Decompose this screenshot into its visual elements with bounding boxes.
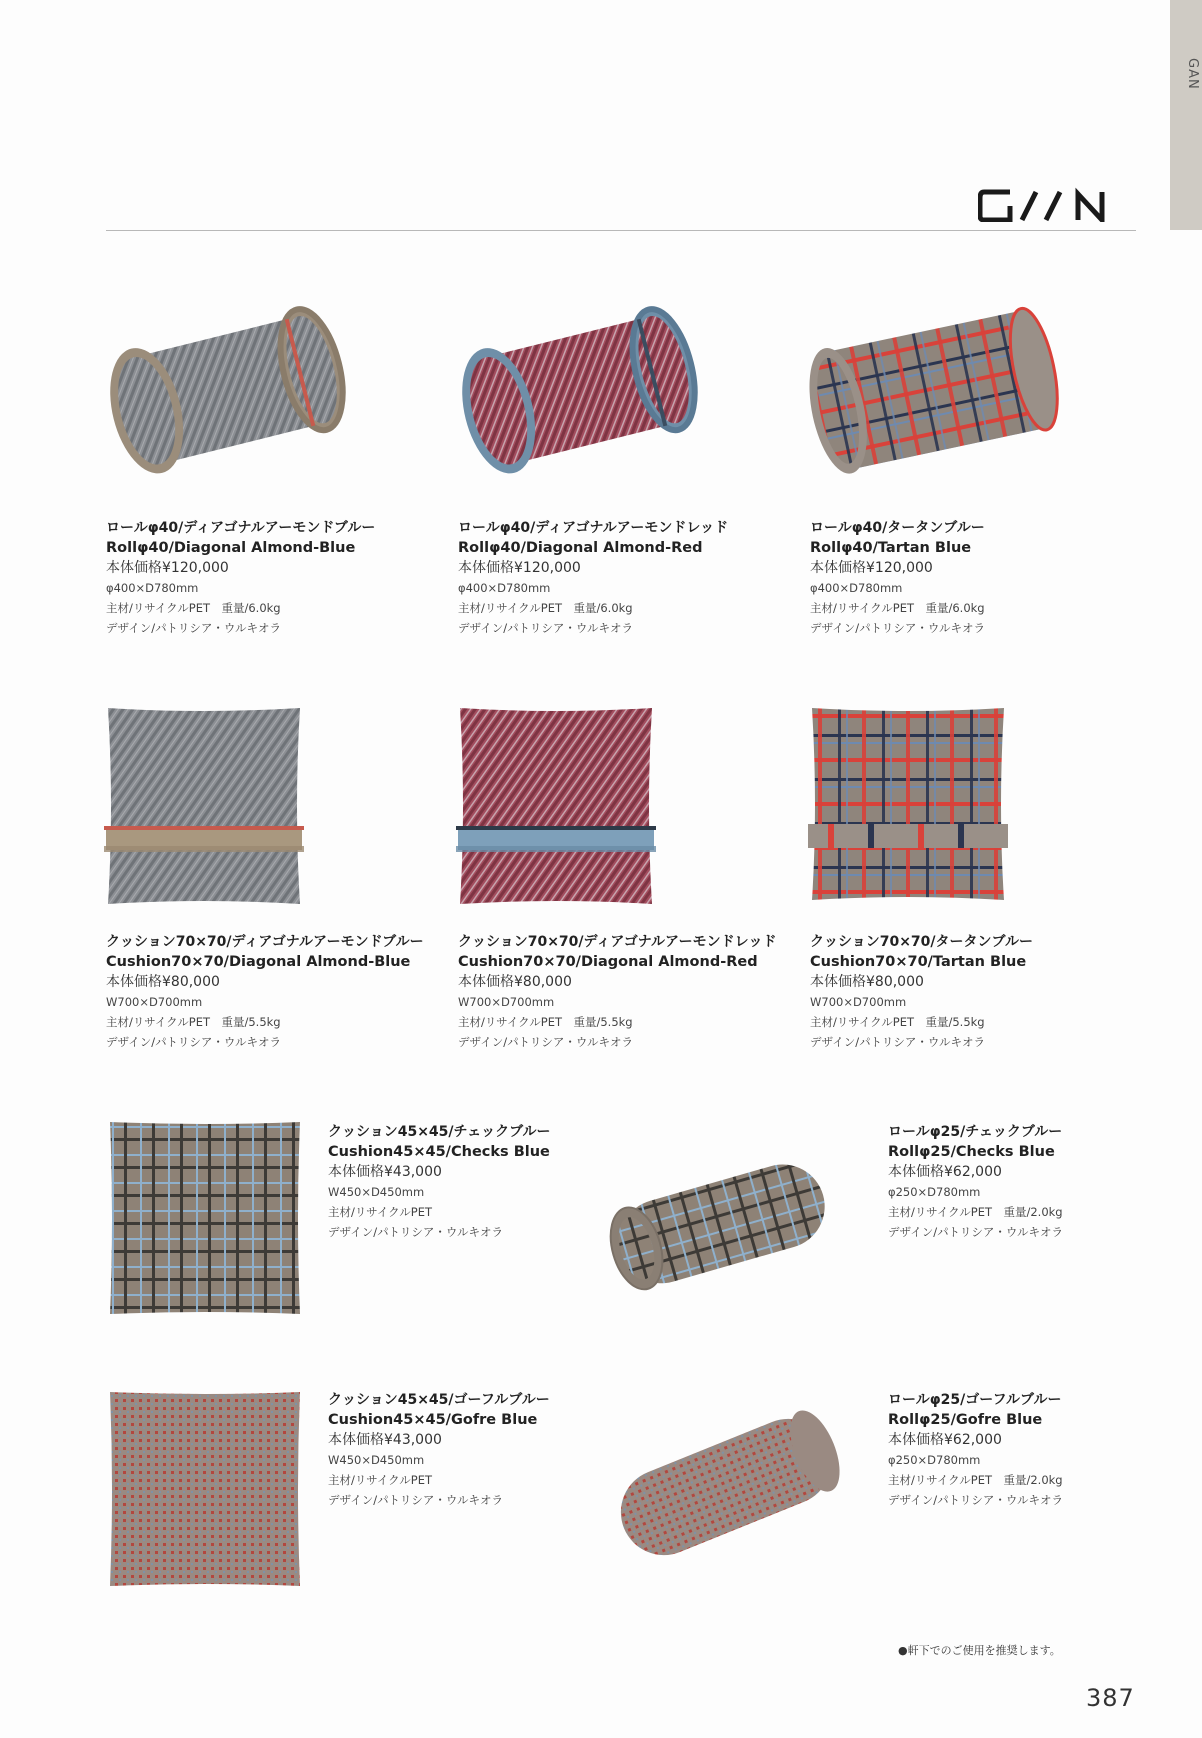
product-designer: デザイン/パトリシア・ウルキオラ <box>888 1493 1063 1507</box>
product-info <box>458 518 728 638</box>
product-image-cushion-checks-blue <box>106 1120 304 1316</box>
product-name-jp: クッション70×70/ディアゴナルアーモンドブルー <box>106 934 424 950</box>
product-size: W450×D450mm <box>328 1453 425 1467</box>
product-info <box>106 518 375 638</box>
product-name-jp: クッション45×45/チェックブルー <box>328 1124 551 1140</box>
product-name-en: Rollφ40/Diagonal Almond-Red <box>458 540 703 556</box>
product-image-roll-almond-blue <box>104 284 364 494</box>
product-price: 本体価格¥120,000 <box>810 560 933 576</box>
product-name-jp: ロールφ25/ゴーフルブルー <box>888 1392 1062 1408</box>
product-price: 本体価格¥43,000 <box>328 1432 442 1448</box>
product-info <box>810 932 1033 1052</box>
product-name-en: Cushion70×70/Diagonal Almond-Red <box>458 954 758 970</box>
product-designer: デザイン/パトリシア・ウルキオラ <box>888 1225 1063 1239</box>
product-image-roll-almond-red <box>456 284 716 494</box>
product-size: W450×D450mm <box>328 1185 425 1199</box>
product-name-en: Rollφ40/Diagonal Almond-Blue <box>106 540 356 556</box>
product-material: 主材/リサイクルPET 重量/5.5kg <box>106 1015 281 1029</box>
product-designer: デザイン/パトリシア・ウルキオラ <box>810 1035 985 1049</box>
product-material: 主材/リサイクルPET 重量/5.5kg <box>458 1015 633 1029</box>
product-designer: デザイン/パトリシア・ウルキオラ <box>458 1035 633 1049</box>
product-size: φ400×D780mm <box>458 581 551 595</box>
side-tab <box>1170 0 1202 230</box>
product-material: 主材/リサイクルPET 重量/6.0kg <box>458 601 633 615</box>
footnote: ●軒下でのご使用を推奨します。 <box>898 1644 1061 1657</box>
product-image-cushion-tartan-blue <box>808 706 1008 902</box>
product-designer: デザイン/パトリシア・ウルキオラ <box>106 621 281 635</box>
product-size: φ400×D780mm <box>106 581 199 595</box>
product-info <box>888 1390 1063 1510</box>
product-info <box>888 1122 1063 1242</box>
product-designer: デザイン/パトリシア・ウルキオラ <box>106 1035 281 1049</box>
product-price: 本体価格¥120,000 <box>106 560 229 576</box>
product-name-jp: ロールφ40/タータンブルー <box>810 520 985 536</box>
product-material: 主材/リサイクルPET <box>328 1205 432 1219</box>
product-image-cushion-almond-red <box>456 706 656 906</box>
product-image-cushion-almond-blue <box>104 706 304 906</box>
product-size: φ400×D780mm <box>810 581 903 595</box>
product-size: W700×D700mm <box>106 995 203 1009</box>
product-price: 本体価格¥80,000 <box>810 974 924 990</box>
gan-logo <box>978 186 1138 222</box>
product-name-en: Rollφ40/Tartan Blue <box>810 540 972 556</box>
product-price: 本体価格¥120,000 <box>458 560 581 576</box>
product-material: 主材/リサイクルPET 重量/6.0kg <box>810 601 985 615</box>
product-designer: デザイン/パトリシア・ウルキオラ <box>328 1225 503 1239</box>
product-price: 本体価格¥80,000 <box>106 974 220 990</box>
product-name-en: Rollφ25/Gofre Blue <box>888 1412 1043 1428</box>
product-image-roll-gofre-blue <box>586 1392 866 1582</box>
product-material: 主材/リサイクルPET 重量/6.0kg <box>106 601 281 615</box>
product-price: 本体価格¥80,000 <box>458 974 572 990</box>
product-name-en: Cushion45×45/Checks Blue <box>328 1144 550 1160</box>
product-designer: デザイン/パトリシア・ウルキオラ <box>810 621 985 635</box>
product-size: φ250×D780mm <box>888 1453 981 1467</box>
product-name-jp: ロールφ40/ディアゴナルアーモンドブルー <box>106 520 376 536</box>
product-name-jp: クッション70×70/タータンブルー <box>810 934 1033 950</box>
product-material: 主材/リサイクルPET 重量/2.0kg <box>888 1205 1063 1219</box>
product-name-en: Cushion70×70/Tartan Blue <box>810 954 1027 970</box>
product-info <box>328 1390 550 1510</box>
product-material: 主材/リサイクルPET 重量/5.5kg <box>810 1015 985 1029</box>
product-size: W700×D700mm <box>810 995 907 1009</box>
product-size: W700×D700mm <box>458 995 555 1009</box>
product-name-jp: ロールφ40/ディアゴナルアーモンドレッド <box>458 520 729 536</box>
product-info <box>458 932 776 1052</box>
product-price: 本体価格¥62,000 <box>888 1164 1002 1180</box>
product-info <box>328 1122 551 1242</box>
product-info <box>106 932 424 1052</box>
product-name-jp: ロールφ25/チェックブルー <box>888 1124 1063 1140</box>
product-name-en: Cushion45×45/Gofre Blue <box>328 1412 538 1428</box>
product-image-roll-checks-blue <box>586 1140 856 1300</box>
header-rule <box>106 230 1136 231</box>
side-tab-label: GAN <box>1185 58 1200 90</box>
product-name-jp: クッション45×45/ゴーフルブルー <box>328 1392 550 1408</box>
product-image-roll-tartan-blue <box>806 290 1066 490</box>
product-name-en: Cushion70×70/Diagonal Almond-Blue <box>106 954 411 970</box>
product-size: φ250×D780mm <box>888 1185 981 1199</box>
product-image-cushion-gofre-blue <box>106 1390 304 1588</box>
product-name-jp: クッション70×70/ディアゴナルアーモンドレッド <box>458 934 777 950</box>
product-info <box>810 518 985 638</box>
product-name-en: Rollφ25/Checks Blue <box>888 1144 1055 1160</box>
product-designer: デザイン/パトリシア・ウルキオラ <box>328 1493 503 1507</box>
product-material: 主材/リサイクルPET 重量/2.0kg <box>888 1473 1063 1487</box>
product-designer: デザイン/パトリシア・ウルキオラ <box>458 621 633 635</box>
product-price: 本体価格¥43,000 <box>328 1164 442 1180</box>
page-number: 387 <box>1086 1684 1135 1712</box>
product-material: 主材/リサイクルPET <box>328 1473 432 1487</box>
product-price: 本体価格¥62,000 <box>888 1432 1002 1448</box>
